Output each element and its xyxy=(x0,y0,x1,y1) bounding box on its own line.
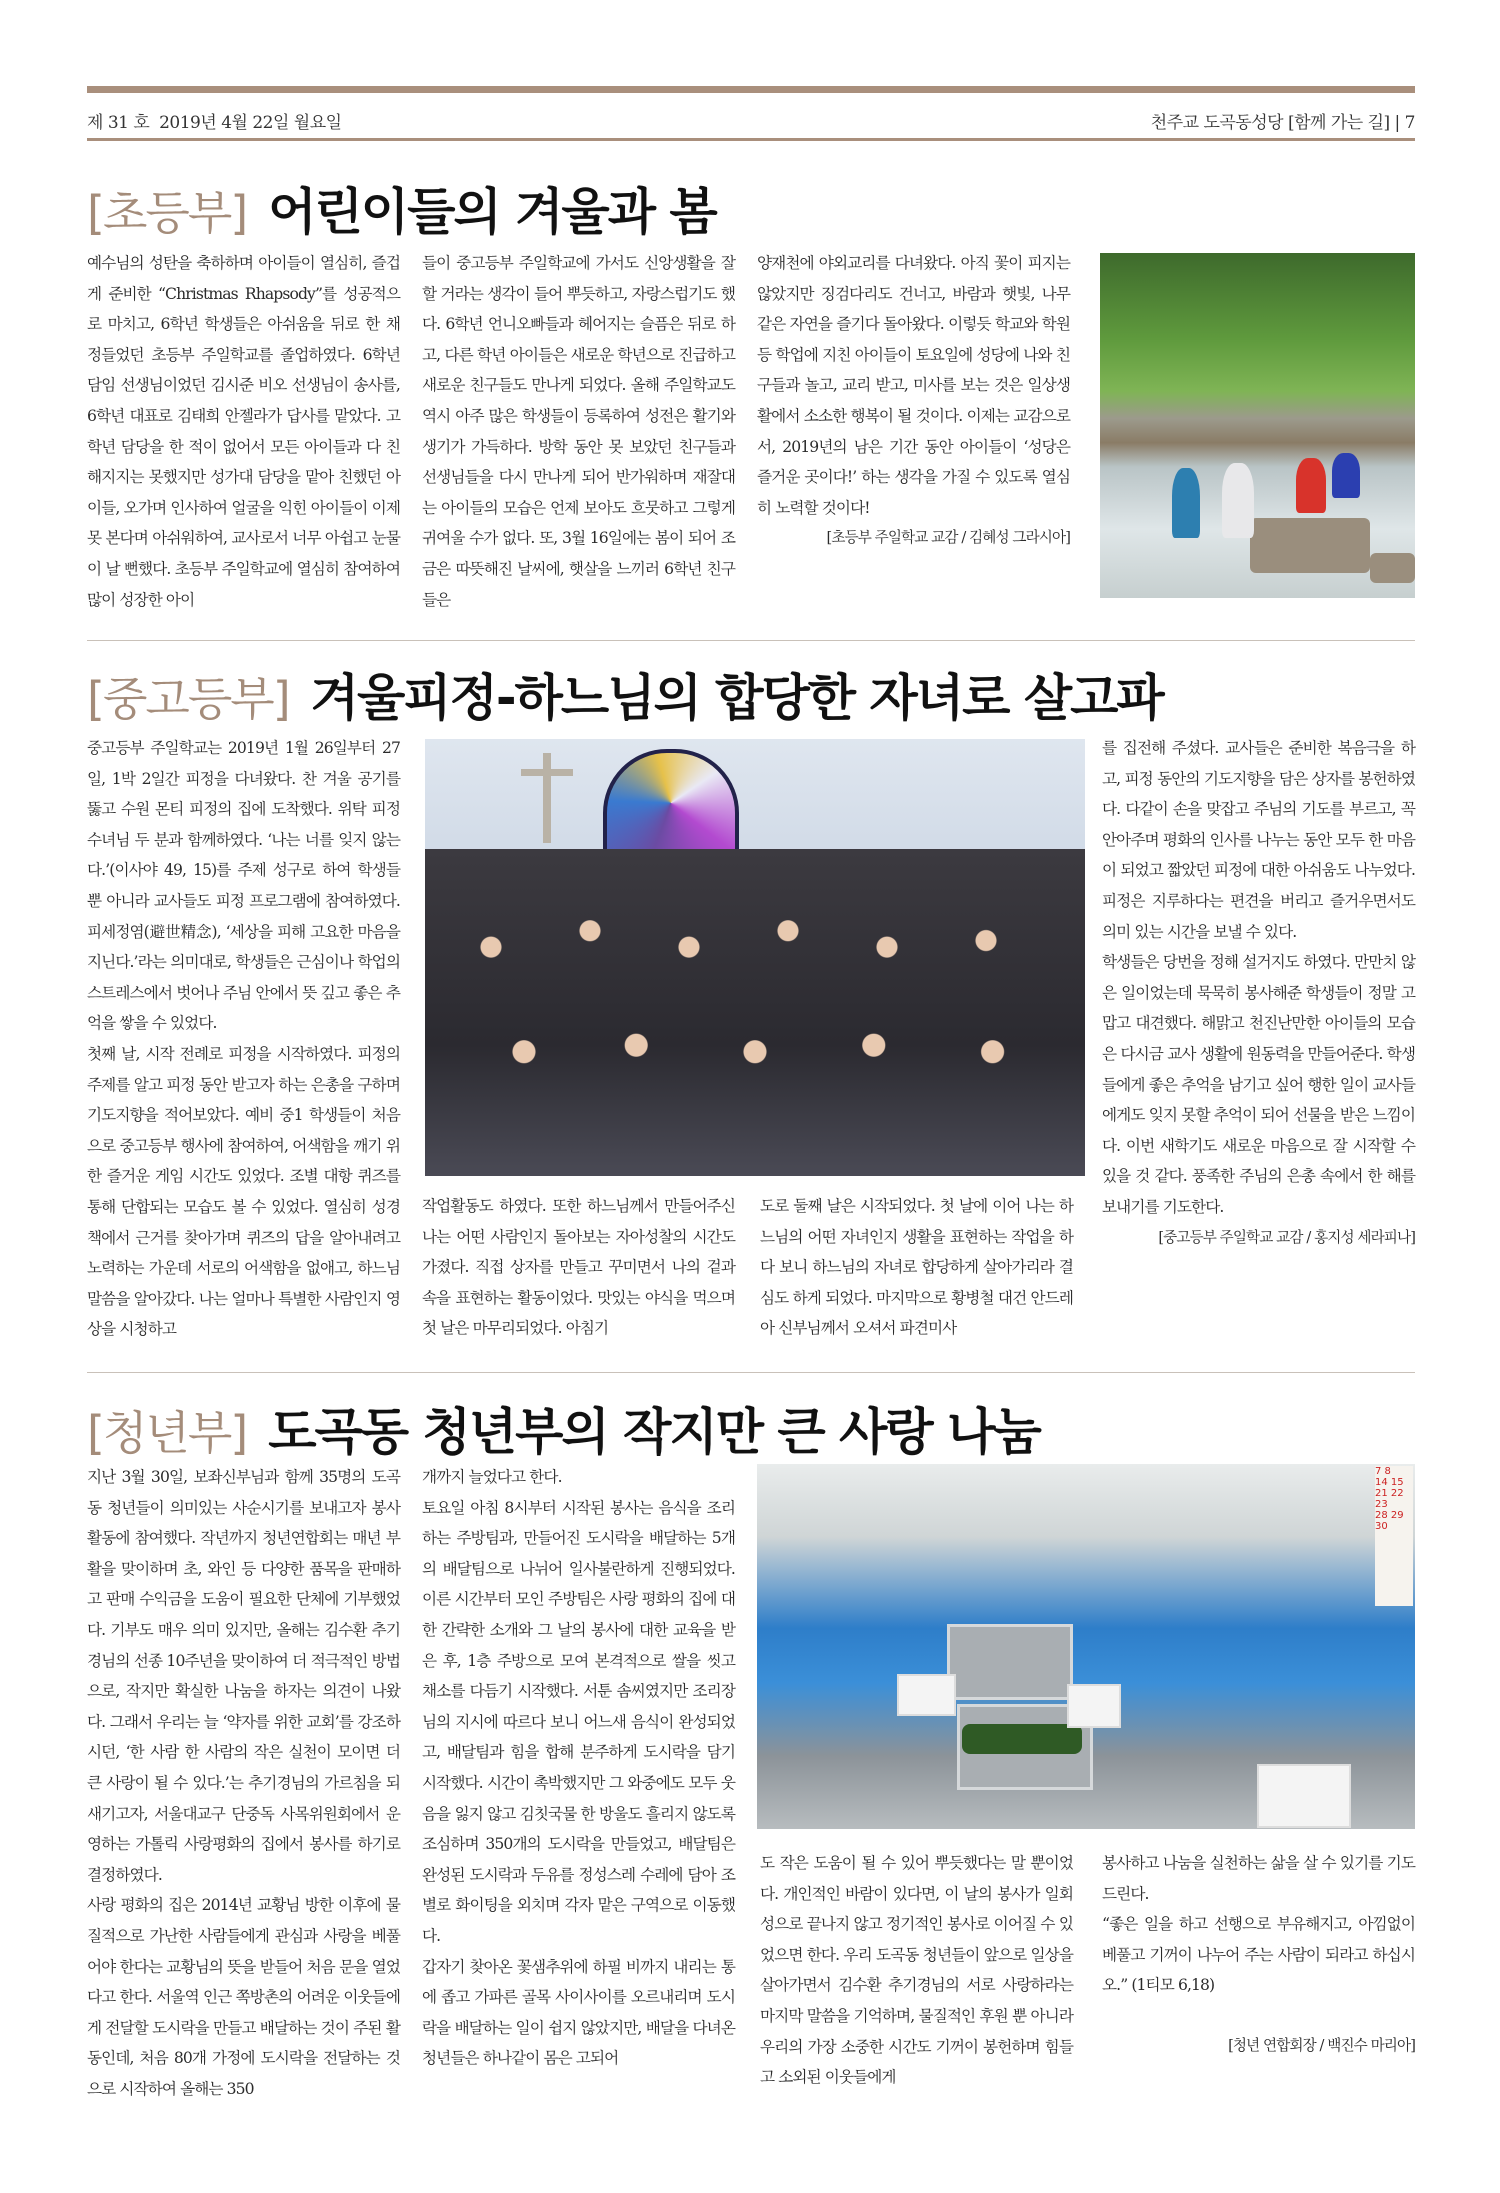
section-divider xyxy=(87,1372,1415,1373)
wall-calendar xyxy=(1375,1466,1413,1606)
article-column xyxy=(87,248,400,615)
section-elementary-headline xyxy=(87,172,716,244)
article-column xyxy=(760,1848,1073,2093)
section-tag: [초등부] xyxy=(87,186,247,240)
section-tag: [청년부] xyxy=(87,1406,247,1460)
paragraph: 양재천에 야외교리를 다녀왔다. 아직 꽃이 피지는 않았지만 징검다리도 건너고, 바람과 햇빛, 나무 같은 자연을 즐기다 돌아왔다. 이렇듯 학교와 학원 등 학업에 지친 아이들이 토요일에 성당에 나와 친구들과 놀고, 교리 받고, 미사를 보는 것은 일상생활에서 소소한 행복이 될 것이다. 이제는 교감으로서, 2019년의 남은 기간 동안 아이들이 ‘성당은 즐거운 곳이다!’ 하는 생각을 가질 수 있도록 열심히 노력할 것이다! xyxy=(757,254,1070,517)
calendar-row: 21 22 23 xyxy=(1375,1488,1404,1510)
paragraph: 지난 3월 30일, 보좌신부님과 함께 35명의 도곡동 청년들이 의미있는 사순시기를 보내고자 봉사활동에 참여했다. 작년까지 청년연합회는 매년 부활을 맞이하며 초, 와인 등 다양한 품목을 판매하고 판매 수익금을 도움이 필요한 단체에 기부했었다. 기부도 매우 의미 있지만, 올해는 김수환 추기경님의 선종 10주년을 맞이하여 더 적극적인 방법으로, 작지만 확실한 나눔을 하자는 의견이 나왔다. 그래서 우리는 늘 ‘약자를 위한 교회’를 강조하시던, ‘한 사람 한 사람의 작은 실천이 모이면 더 큰 사랑이 될 수 있다.’는 추기경님의 가르침을 되새기고자, 서울대교구 단중독 사목위원회에서 운영하는 가톨릭 사랑평화의 집에서 봉사를 하기로 결정하였다. xyxy=(87,1468,400,1884)
crucifix xyxy=(543,753,551,843)
byline: [중고등부 주일학교 교감 / 홍지성 세라피나] xyxy=(1158,1228,1415,1246)
byline: [청년 연합회장 / 백진수 마리아] xyxy=(1228,2036,1415,2054)
retreat-group-photo xyxy=(425,739,1085,1176)
byline: [초등부 주일학교 교감 / 김혜성 그라시아] xyxy=(826,529,1070,547)
children-stream-photo xyxy=(1100,253,1415,598)
section-youth-headline xyxy=(87,1392,1040,1464)
paragraph: 학생들은 당번을 정해 설거지도 하였다. 만만치 않은 일이었는데 묵묵히 봉사해준 학생들이 정말 고맙고 대견했다. 해맑고 천진난만한 아이들의 모습은 다시금 교사 생활에 원동력을 만들어준다. 학생들에게 좋은 추억을 남기고 싶어 행한 일이 교사들에게도 잊지 못할 추억이 되어 선물을 받은 느낌이다. 이번 새학기도 새로운 마음으로 잘 시작할 수 있을 것 같다. 풍족한 주님의 은총 속에서 한 해를 보내기를 기도한다. xyxy=(1102,953,1415,1216)
article-column xyxy=(422,1191,735,1344)
paragraph: 개까지 늘었다고 한다. xyxy=(422,1468,562,1486)
article-column xyxy=(422,1462,735,2074)
section-highschool-headline xyxy=(87,658,1163,730)
article-column xyxy=(87,1462,400,2104)
paragraph: 도로 둘째 날은 시작되었다. 첫 날에 이어 나는 하느님의 어떤 자녀인지 생활을 표현하는 작업을 하다 보니 하느님의 자녀로 합당하게 살아가리라 결심도 하게 되었다. 마지막으로 황병철 대건 안드레아 신부님께서 오셔서 파견미사 xyxy=(760,1197,1073,1338)
lunchbox xyxy=(1257,1764,1351,1828)
calendar-row: 14 15 xyxy=(1375,1477,1404,1488)
greens xyxy=(962,1724,1082,1754)
paragraph: 예수님의 성탄을 축하하며 아이들이 열심히, 즐겁게 준비한 “Christmas Rhapsody”를 성공적으로 마치고, 6학년 학생들은 아쉬움을 뒤로 한 채 정들었던 초등부 주일학교를 졸업하였다. 6학년 담임 선생님이었던 김시준 비오 선생님이 송사를, 6학년 대표로 김태희 안젤라가 답사를 맡았다. 고학년 담당을 한 적이 없어서 모든 아이들과 다 친해지지는 못했지만 성가대 담당을 맡아 친했던 아이들, 오가며 인사하여 얼굴을 익힌 아이들이 이제 못 본다며 아쉬워하여, 교사로서 너무 아쉽고 눈물이 날 뻔했다. 초등부 주일학교에 열심히 참여하여 많이 성장한 아이 xyxy=(87,254,400,609)
top-rule xyxy=(87,86,1415,93)
lunchbox xyxy=(1067,1684,1121,1728)
issue-date: 2019년 4월 22일 월요일 xyxy=(159,113,342,133)
steel-tray xyxy=(947,1624,1073,1700)
paragraph: 들이 중고등부 주일학교에 가서도 신앙생활을 잘 할 거라는 생각이 들어 뿌듯하고, 자랑스럽기도 했다. 6학년 언니오빠들과 헤어지는 슬픔은 뒤로 하고, 다른 학년 아이들은 새로운 학년으로 진급하고 새로운 친구들도 만나게 되었다. 올해 주일학교도 역시 아주 많은 학생들이 등록하여 성전은 활기와 생기가 가득하다. 방학 동안 못 보았던 친구들과 선생님들을 다시 만나게 되어 반가워하며 재잘대는 아이들의 모습은 언제 보아도 흐뭇하고 그렇게 귀여울 수가 없다. 또, 3월 16일에는 봄이 되어 조금은 따뜻해진 날씨에, 햇살을 느끼러 6학년 친구들은 xyxy=(422,254,735,609)
article-column xyxy=(1102,1848,1415,2062)
paragraph: 첫째 날, 시작 전례로 피정을 시작하였다. 피정의 주제를 알고 피정 동안 받고자 하는 은총을 구하며 기도지향을 적어보았다. 예비 중1 학생들이 처음으로 중고등부 행사에 참여하여, 어색함을 깨기 위한 즐거운 게임 시간도 있었다. 조별 대항 퀴즈를 통해 단합되는 모습도 볼 수 있었다. 열심히 성경책에서 근거를 찾아가며 퀴즈의 답을 알아내려고 노력하는 가운데 서로의 어색함을 없애고, 하느님 말씀을 알아갔다. 나는 얼마나 특별한 사람인지 영상을 시청하고 xyxy=(87,1044,400,1339)
paragraph: 작업활동도 하였다. 또한 하느님께서 만들어주신 나는 어떤 사람인지 돌아보는 자아성찰의 시간도 가졌다. 직접 상자를 만들고 꾸미면서 나의 겉과 속을 표현하는 활동이었다. 맛있는 야식을 먹으며 첫 날은 마무리되었다. 아침기 xyxy=(422,1197,735,1338)
students-group xyxy=(425,849,1085,1176)
volunteers-kitchen-photo xyxy=(757,1464,1415,1829)
article-column xyxy=(87,733,400,1345)
paragraph: 갑자기 찾아온 꽃샘추위에 하필 비까지 내리는 통에 좁고 가파른 골목 사이사이를 오르내리며 도시락을 배달하는 일이 쉽지 않았지만, 배달을 다녀온 청년들은 하나같이 몸은 고되어 xyxy=(422,1957,735,2068)
stained-glass-window xyxy=(603,749,739,857)
section-title: 어린이들의 겨울과 봄 xyxy=(268,183,716,241)
article-column xyxy=(760,1191,1073,1344)
section-title: 겨울피정-하느님의 합당한 자녀로 살고파 xyxy=(310,669,1163,727)
section-divider xyxy=(87,640,1415,641)
crucifix-bar xyxy=(521,769,573,776)
article-column xyxy=(1102,733,1415,1253)
publication-name: 천주교 도곡동성당 [함께 가는 길] | 7 xyxy=(1150,113,1415,133)
article-column xyxy=(757,248,1070,554)
calendar-row: 7 8 xyxy=(1375,1466,1391,1477)
lunchbox xyxy=(897,1674,956,1716)
calendar-row: 28 29 30 xyxy=(1375,1510,1404,1532)
paragraph: 토요일 아침 8시부터 시작된 봉사는 음식을 조리하는 주방팀과, 만들어진 도시락을 배달하는 5개의 배달팀으로 나뉘어 일사불란하게 진행되었다. 이른 시간부터 모인 주방팀은 사랑 평화의 집에 대한 간략한 소개와 그 날의 봉사에 대한 교육을 받은 후, 1층 주방으로 모여 본격적으로 쌀을 씻고 채소를 다듬기 시작했다. 서툰 솜씨였지만 조리장님의 지시에 따르다 보니 어느새 음식이 완성되었고, 배달팀과 힘을 합해 분주하게 도시락을 담기 시작했다. 시간이 촉박했지만 그 와중에도 모두 웃음을 잃지 않고 김칫국물 한 방울도 흘리지 않도록 조심하며 350개의 도시락을 만들었고, 배달팀은 완성된 도시락과 두유를 정성스레 수레에 담아 조별로 화이팅을 외치며 각자 맡은 구역으로 이동했다. xyxy=(422,1498,735,1945)
issue-and-date xyxy=(87,108,342,133)
paragraph: 봉사하고 나눔을 실천하는 삶을 살 수 있기를 기도 드린다. xyxy=(1102,1854,1415,1903)
header-rule xyxy=(87,138,1415,141)
section-title: 도곡동 청년부의 작지만 큰 사랑 나눔 xyxy=(268,1403,1040,1461)
article-column xyxy=(422,248,735,615)
paragraph: 중고등부 주일학교는 2019년 1월 26일부터 27일, 1박 2일간 피정을 다녀왔다. 찬 겨울 공기를 뚫고 수원 몬티 피정의 집에 도착했다. 위탁 피정 수녀님 두 분과 함께하였다. ‘나는 너를 잊지 않는다.’(이사야 49, 15)를 주제 성구로 하여 학생들 뿐 아니라 교사들도 피정 프로그램에 참여하였다. 피세정염(避世精念), ‘세상을 피해 고요한 마음을 지닌다.’라는 의미대로, 학생들은 근심이나 학업의 스트레스에서 벗어나 주님 안에서 뜻 깊고 좋은 추억을 쌓을 수 있었다. xyxy=(87,739,400,1033)
paragraph: 를 집전해 주셨다. 교사들은 준비한 복음극을 하고, 피정 동안의 기도지향을 담은 상자를 봉헌하였다. 다같이 손을 맞잡고 주님의 기도를 부르고, 꼭 안아주며 평화의 인사를 나누는 동안 모두 한 마음이 되었고 짧았던 피정에 대한 아쉬움도 나누었다. 피정은 지루하다는 편견을 버리고 즐거우면서도 의미 있는 시간을 보낼 수 있다. xyxy=(1102,739,1415,941)
paragraph: 도 작은 도움이 될 수 있어 뿌듯했다는 말 뿐이었다. 개인적인 바람이 있다면, 이 날의 봉사가 일회성으로 끝나지 않고 정기적인 봉사로 이어질 수 있었으면 한다. 우리 도곡동 청년들이 앞으로 일상을 살아가면서 김수환 추기경님의 서로 사랑하라는 마지막 말씀을 기억하며, 물질적인 후원 뿐 아니라 우리의 가장 소중한 시간도 기꺼이 봉헌하며 힘들고 소외된 이웃들에게 xyxy=(760,1854,1073,2087)
issue-number: 제 31 호 xyxy=(87,113,150,133)
paragraph: 사랑 평화의 집은 2014년 교황님 방한 이후에 물질적으로 가난한 사람들에게 관심과 사랑을 베풀어야 한다는 교황님의 뜻을 받들어 처음 문을 열었다고 한다. 서울역 인근 쪽방촌의 어려운 이웃들에게 전달할 도시락을 만들고 배달하는 것이 주된 활동인데, 처음 80개 가정에 도시락을 전달하는 것으로 시작하여 올해는 350 xyxy=(87,1896,400,2098)
section-tag: [중고등부] xyxy=(87,672,289,726)
paragraph: “좋은 일을 하고 선행으로 부유해지고, 아낌없이 베풀고 기꺼이 나누어 주는 사람이 되라고 하십시오.” (1티모 6,18) xyxy=(1102,1915,1415,1995)
